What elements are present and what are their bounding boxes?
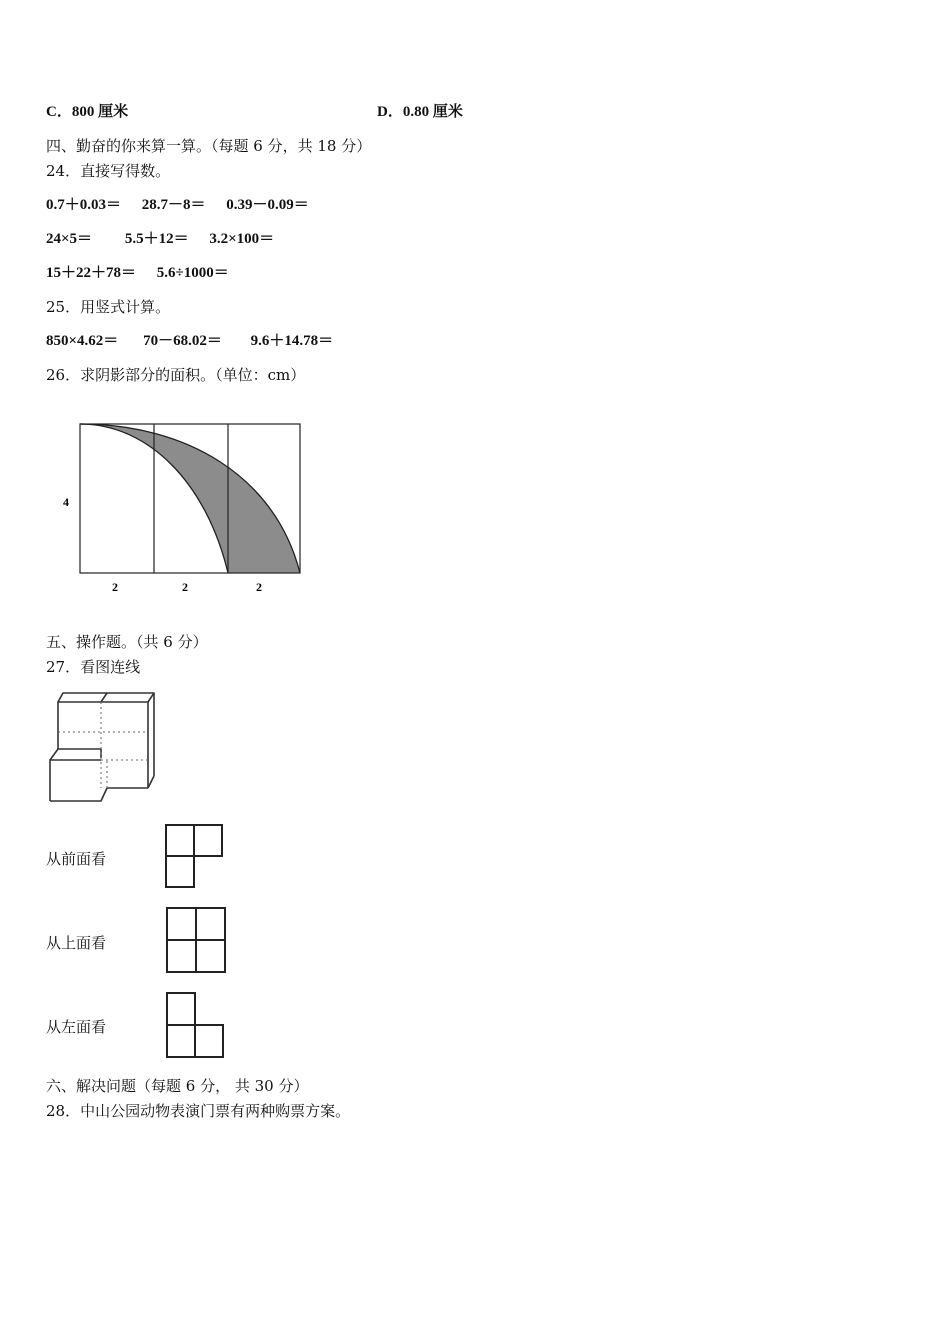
q24-item: 28.7－8＝	[141, 197, 206, 213]
q24-row-2	[46, 229, 274, 249]
q24-row-1	[46, 195, 309, 215]
question-28-text: 28．中山公园动物表演门票有两种购票方案。	[46, 1102, 351, 1120]
cube-solid-figure	[44, 688, 159, 808]
question-27-title: 27．看图连线	[46, 658, 141, 676]
option-d: D．0.80 厘米	[377, 104, 463, 120]
shaded-area-figure	[55, 415, 315, 600]
q24-item: 0.39－0.09＝	[226, 197, 309, 213]
height-label: 4	[63, 495, 69, 509]
q24-item: 5.5＋12＝	[124, 231, 189, 247]
section-5-heading: 五、操作题。（共 6 分）	[46, 633, 208, 651]
q25-item: 70－68.02＝	[143, 333, 222, 349]
width-label: 2	[256, 580, 262, 594]
view-shape-front	[162, 822, 226, 890]
question-26-title: 26．求阴影部分的面积。（单位：cm）	[46, 366, 306, 384]
question-25-title: 25．用竖式计算。	[46, 298, 171, 316]
q25-item: 9.6＋14.78＝	[250, 333, 334, 349]
width-label: 2	[182, 580, 188, 594]
shaded-region	[80, 424, 300, 573]
view-shape-top	[163, 905, 229, 975]
view-label-top: 从上面看	[46, 934, 107, 952]
q24-item: 15＋22＋78＝	[46, 265, 137, 281]
section-6-heading: 六、解决问题（每题 6 分， 共 30 分）	[46, 1077, 309, 1095]
view-label-left: 从左面看	[46, 1018, 107, 1036]
view-label-front: 从前面看	[46, 850, 107, 868]
q24-row-3	[46, 263, 229, 283]
view-shape-left	[163, 990, 227, 1060]
question-24-title: 24．直接写得数。	[46, 162, 171, 180]
q25-row	[46, 331, 333, 351]
option-c: C．800 厘米	[46, 104, 129, 120]
q25-item: 850×4.62＝	[46, 333, 119, 349]
section-4-heading: 四、勤奋的你来算一算。（每题 6 分，共 18 分）	[46, 137, 372, 155]
q24-item: 5.6÷1000＝	[156, 265, 229, 281]
q24-item: 0.7＋0.03＝	[46, 197, 122, 213]
q24-item: 3.2×100＝	[209, 231, 275, 247]
width-label: 2	[112, 580, 118, 594]
q24-item: 24×5＝	[46, 231, 93, 247]
